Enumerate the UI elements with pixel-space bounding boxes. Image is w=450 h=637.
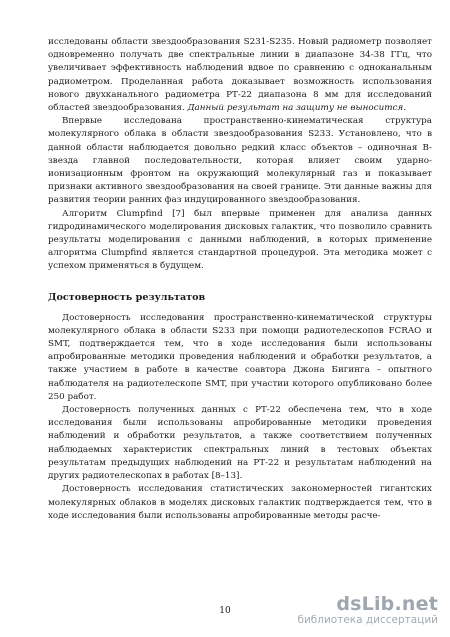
page-number: 10 [219, 606, 231, 616]
watermark-logo: dsLib.net [336, 592, 438, 615]
section-heading: Достоверность результатов [48, 291, 206, 303]
paragraph-5: Достоверность полученных данных с РТ-22 обеспечена тем, что в ходе исследования были использованы апробированные методики проведения наблюдений и обработки результатов, а также соответствием полученных наблюдаемых характеристик спектральных линий в тестовых объектах результатам предыдущих наблюдений на РТ-22 и результатам наблюдений на других радиотелескопах в работах [8–13]. [48, 405, 432, 482]
paragraph-1: исследованы области звездообразования S231-S235. Новый радиометр позволяет одновременно получать две спектральные линии в диапазоне 34-38 ГГц, что увеличивает эффективность наблюдений вдвое по сравнению с одноканальным радиометром. Проделанная работа доказывает возможность использования нового двухканального радиометра РТ-22 диапазона 8 мм для исследований областей звездообразования. Данный результат на защиту не выносится. [48, 37, 432, 114]
paragraph-3: Алгоритм Clumpfind [7] был впервые применен для анализа данных гидродинамического моделирования дисковых галактик, что позволило сравнить результаты моделирования с данными наблюдений, в которых применение алгоритма Clumpfind является стандартной процедурой. Эта методика может с успехом применяться в будущем. [48, 208, 432, 272]
watermark-subtitle: библиотека диссертаций [297, 613, 438, 626]
watermark [297, 592, 438, 626]
paragraph-6: Достоверность исследования статистических закономерностей гигантских молекулярных облаков в моделях дисковых галактик подтверждается тем, что в ходе исследования были использованы апробированные методы расче- [48, 484, 432, 521]
paragraph-4: Достоверность исследования пространственно-кинематической структуры молекулярного облака в области S233 при помощи радиотелескопов FCRAO и SMT, подтверждается тем, что в ходе исследования были использованы апробированные методики проведения наблюдений и обработки результатов, а также участием в работе в качестве соавтора Джона Бигинга – опытного наблюдателя на радиотелескопе SMT, при участии которого опубликовано более 250 работ. [48, 312, 432, 402]
italic-note: Данный результат на защиту не выносится. [187, 103, 406, 114]
paragraph-2: Впервые исследована пространственно-кинематическая структура молекулярного облака в области звездообразования S233. Установлено, что в данной области наблюдается довольно редкий класс объектов – одиночная B-звезда главной последовательности, которая влияет своим ударно-ионизационным фронтом на окружающий молекулярный газ и показывает признаки активного звездообразования на своей границе. Эти данные важны для развития теории ранних фаз индуцированного звездообразования. [48, 116, 432, 206]
document-page [48, 36, 432, 523]
